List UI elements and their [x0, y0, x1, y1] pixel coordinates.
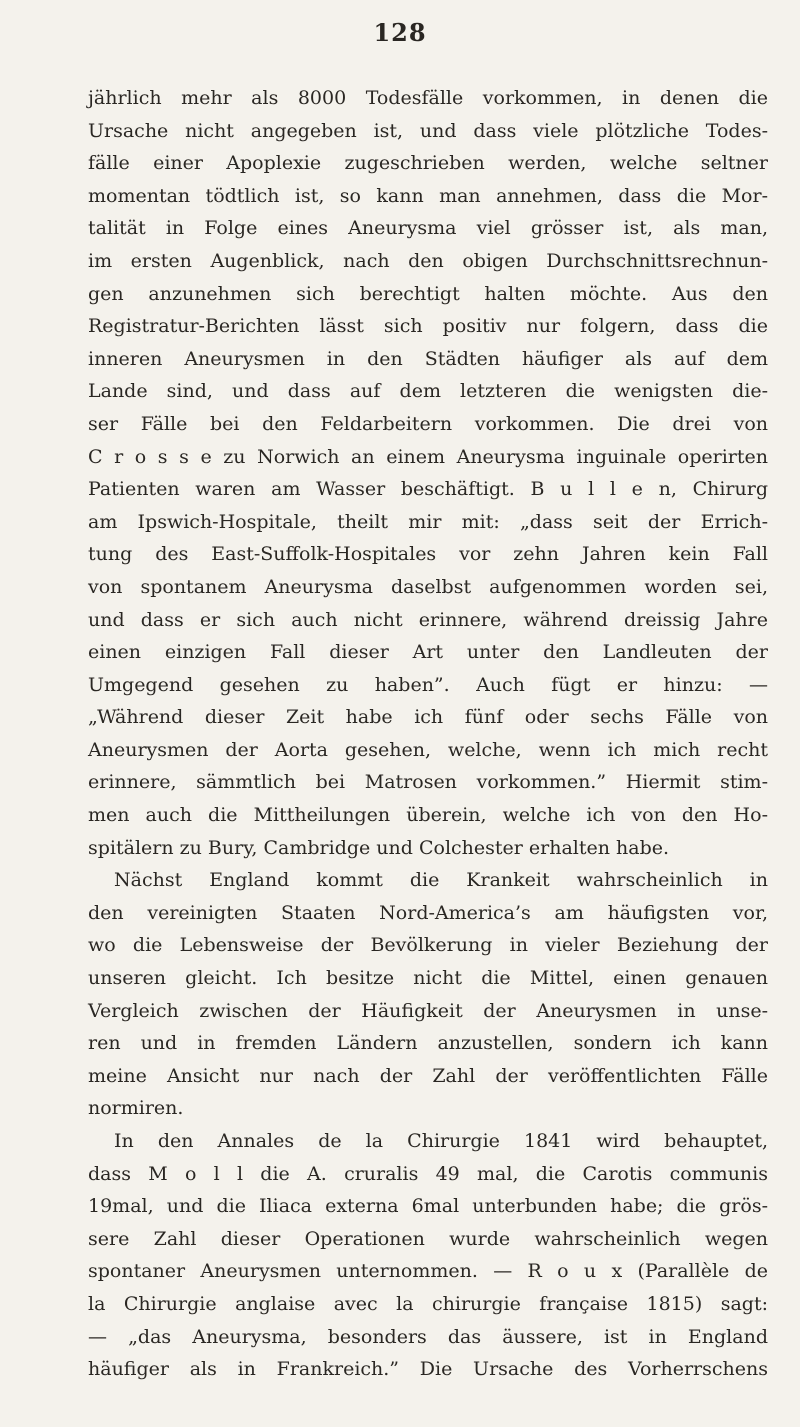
text-line: In den Annales de la Chirurgie 1841 wird behauptet,	[114, 1130, 768, 1152]
text-line: spontaner Aneurysmen unternommen. — R o u x (Parallèle de	[88, 1260, 768, 1283]
text-line: normiren.	[88, 1097, 184, 1120]
text-line: la Chirurgie anglaise avec la chirurgie française 1815) sagt:	[88, 1292, 768, 1315]
text-line: Umgegend gesehen zu haben”. Auch fügt er hinzu: —	[88, 673, 768, 696]
text-line: Registratur-Berichten lässt sich positiv nur folgern, dass die	[88, 315, 768, 338]
text-line: einen einzigen Fall dieser Art unter den Landleuten der	[88, 641, 768, 664]
text-line: Aneurysmen der Aorta gesehen, welche, wenn ich mich recht	[88, 738, 768, 761]
text-line: dass M o l l die A. cruralis 49 mal, die Carotis communis	[88, 1162, 768, 1185]
text-line: unseren gleicht. Ich besitze nicht die Mittel, einen genauen	[88, 967, 768, 990]
text-line: Nächst England kommt die Krankeit wahrscheinlich in	[114, 869, 768, 892]
text-line: den vereinigten Staaten Nord-America’s am häufigsten vor,	[88, 901, 768, 924]
text-line: inneren Aneurysmen in den Städten häufiger als auf dem	[88, 347, 768, 370]
body-text	[88, 82, 768, 1386]
text-line: spitälern zu Bury, Cambridge und Colchester erhalten habe.	[88, 836, 670, 859]
text-line: erinnere, sämmtlich bei Matrosen vorkommen.” Hiermit stim-	[88, 771, 768, 794]
text-line: momentan tödtlich ist, so kann man annehmen, dass die Mor-	[88, 184, 768, 207]
text-line: 19mal, und die Iliaca externa 6mal unterbunden habe; die grös-	[88, 1195, 768, 1218]
page-number: 128	[373, 18, 427, 47]
text-line: ren und in fremden Ländern anzustellen, sondern ich kann	[88, 1032, 768, 1055]
text-line: men auch die Mittheilungen überein, welche ich von den Ho-	[88, 804, 768, 827]
text-line: Lande sind, und dass auf dem letzteren die wenigsten die-	[88, 380, 768, 403]
text-line: Patienten waren am Wasser beschäftigt. B u l l e n, Chirurg	[88, 478, 768, 501]
text-line: im ersten Augenblick, nach den obigen Durchschnittsrechnun-	[88, 249, 768, 272]
text-line: sere Zahl dieser Operationen wurde wahrscheinlich wegen	[88, 1227, 768, 1250]
text-line: häufiger als in Frankreich.” Die Ursache des Vorherrschens	[88, 1358, 768, 1381]
text-line: meine Ansicht nur nach der Zahl der veröffentlichten Fälle	[88, 1064, 768, 1087]
text-line: Ursache nicht angegeben ist, und dass viele plötzliche Todes-	[88, 119, 768, 142]
text-line: von spontanem Aneurysma daselbst aufgenommen worden sei,	[88, 575, 768, 598]
text-line: gen anzunehmen sich berechtigt halten möchte. Aus den	[88, 282, 768, 305]
text-line: jährlich mehr als 8000 Todesfälle vorkommen, in denen die	[88, 87, 768, 109]
text-line: tung des East-Suffolk-Hospitales vor zehn Jahren kein Fall	[88, 543, 768, 566]
text-line: C r o s s e zu Norwich an einem Aneurysma inguinale operirten	[88, 445, 768, 468]
text-line: fälle einer Apoplexie zugeschrieben werden, welche seltner	[88, 152, 768, 175]
text-line: Vergleich zwischen der Häufigkeit der Aneurysmen in unse-	[88, 999, 768, 1022]
text-line: talität in Folge eines Aneurysma viel grösser ist, als man,	[88, 217, 768, 240]
text-line: — „das Aneurysma, besonders das äussere, ist in England	[88, 1325, 768, 1348]
text-line: und dass er sich auch nicht erinnere, während dreissig Jahre	[88, 608, 768, 631]
text-line: „Während dieser Zeit habe ich fünf oder sechs Fälle von	[88, 706, 768, 729]
text-line: ser Fälle bei den Feldarbeitern vorkommen. Die drei von	[88, 412, 768, 435]
text-line: am Ipswich-Hospitale, theilt mir mit: „dass seit der Errich-	[88, 510, 768, 533]
text-line: wo die Lebensweise der Bevölkerung in vieler Beziehung der	[88, 934, 768, 957]
